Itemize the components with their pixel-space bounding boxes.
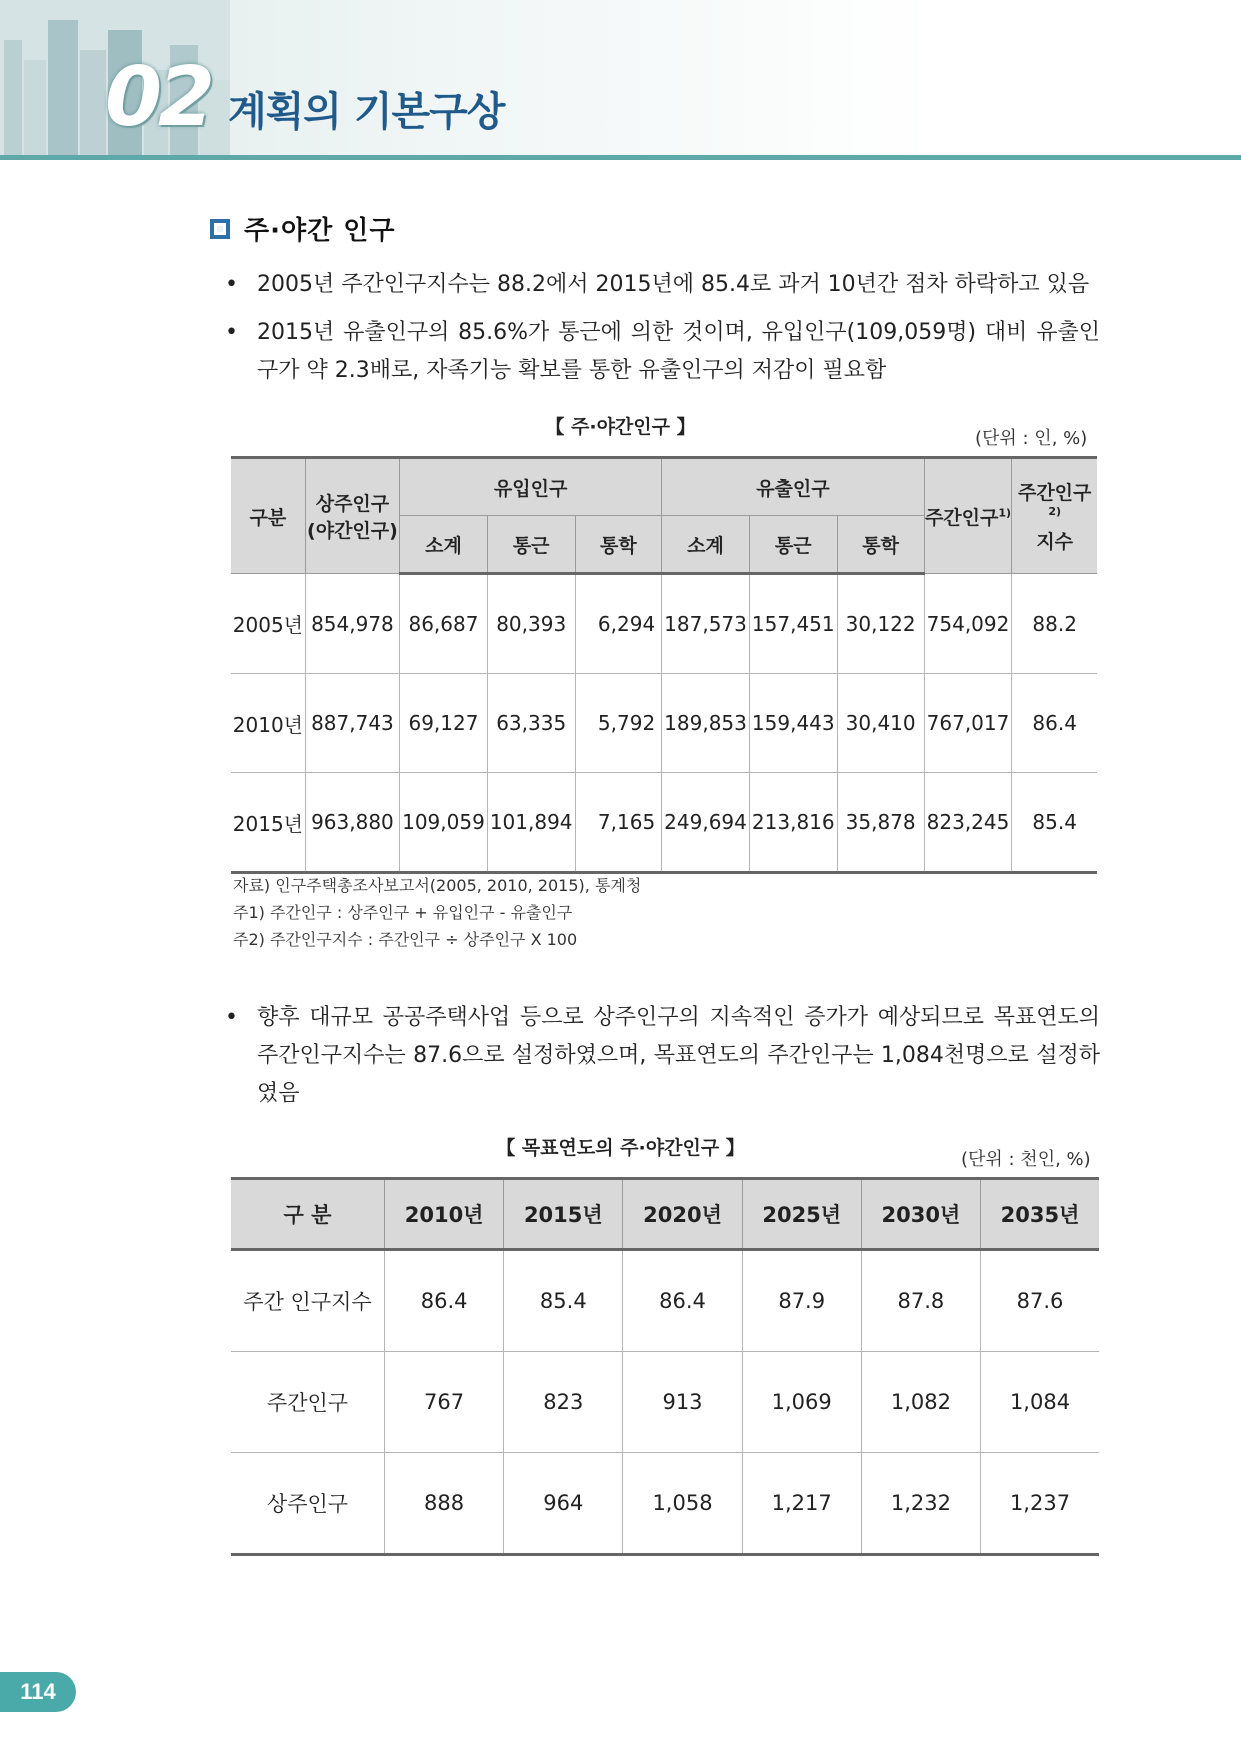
table-cell: 767,017 — [924, 674, 1012, 773]
table1-notes — [233, 872, 641, 953]
table-cell: 87.8 — [861, 1250, 980, 1352]
footnote-2: 주2) 주간인구지수 : 주간인구 ÷ 상주인구 X 100 — [233, 930, 578, 949]
table-cell: 6,294 — [575, 574, 662, 674]
header-outflow-school: 통학 — [837, 516, 924, 574]
table-header: 2020년 — [623, 1179, 742, 1250]
header-resident — [305, 458, 399, 574]
table-cell: 87.6 — [981, 1250, 1099, 1352]
table-cell: 86.4 — [1012, 674, 1097, 773]
footnote-1: 주1) 주간인구 : 상주인구 + 유입인구 - 유출인구 — [233, 903, 573, 922]
table-cell: 30,122 — [837, 574, 924, 674]
chapter-banner — [0, 0, 1241, 160]
table-cell: 823 — [504, 1352, 623, 1453]
table-header: 2025년 — [742, 1179, 861, 1250]
source-note: 자료) 인구주택총조사보고서(2005, 2010, 2015), 통계청 — [233, 876, 642, 895]
header-outflow-subtotal: 소계 — [662, 516, 750, 574]
table-cell: 7,165 — [575, 773, 662, 873]
header-daytime-label: 주간인구 — [924, 506, 999, 529]
table-cell: 159,443 — [749, 674, 837, 773]
header-inflow-subtotal: 소계 — [400, 516, 488, 574]
header-inflow: 유입인구 — [400, 458, 662, 516]
table-cell: 2005년 — [231, 574, 305, 674]
table-cell: 101,894 — [487, 773, 575, 873]
table-cell: 1,232 — [861, 1453, 980, 1555]
table-row — [231, 1352, 1099, 1453]
square-bullet-icon — [210, 219, 230, 239]
table-cell: 109,059 — [400, 773, 488, 873]
table1-unit: (단위 : 인, %) — [975, 428, 1088, 449]
table-cell: 249,694 — [662, 773, 750, 873]
bullet-text: 향후 대규모 공공주택사업 등으로 상주인구의 지속적인 증가가 예상되므로 목표연도의 주간인구지수는 87.6으로 설정하였으며, 목표연도의 주간인구는 1,084천명으로 설정하였음 — [257, 1005, 1100, 1106]
header-resident-line2: (야간인구) — [307, 520, 398, 542]
bullet-dot-icon: • — [225, 320, 238, 345]
table-cell: 1,069 — [742, 1352, 861, 1453]
chapter-title: 계획의 기본구상 — [228, 89, 505, 135]
table-cell: 주간인구 — [231, 1352, 385, 1453]
header-outflow: 유출인구 — [662, 458, 924, 516]
table2-unit: (단위 : 천인, %) — [961, 1149, 1091, 1170]
bullet-item — [225, 999, 1100, 1113]
table-row — [231, 1453, 1099, 1555]
table-header: 2010년 — [385, 1179, 504, 1250]
table-cell: 주간 인구지수 — [231, 1250, 385, 1352]
chapter-number: 02 — [105, 50, 212, 145]
table2-caption: 【 목표연도의 주·야간인구 】 — [496, 1137, 745, 1159]
header-inflow-commute: 통근 — [487, 516, 575, 574]
table-row — [231, 674, 1097, 773]
table-cell: 85.4 — [1012, 773, 1097, 873]
bullet-dot-icon: • — [225, 272, 238, 297]
table-header: 구 분 — [231, 1179, 385, 1250]
table-cell: 상주인구 — [231, 1453, 385, 1555]
table-cell: 767 — [385, 1352, 504, 1453]
header-outflow-commute: 통근 — [749, 516, 837, 574]
table-cell: 1,082 — [861, 1352, 980, 1453]
table-cell: 157,451 — [749, 574, 837, 674]
table-cell: 35,878 — [837, 773, 924, 873]
table-cell: 86.4 — [385, 1250, 504, 1352]
bullet-dot-icon: • — [225, 1005, 238, 1030]
banner-divider — [0, 155, 1241, 160]
section-heading — [210, 210, 396, 247]
bullet-item — [225, 314, 1100, 390]
table-cell: 88.2 — [1012, 574, 1097, 674]
table-row — [231, 574, 1097, 674]
table-cell: 86.4 — [623, 1250, 742, 1352]
table-cell: 1,217 — [742, 1453, 861, 1555]
table-cell: 187,573 — [662, 574, 750, 674]
table-cell: 854,978 — [305, 574, 399, 674]
header-resident-line1: 상주인구 — [315, 493, 390, 515]
table-cell: 1,084 — [981, 1352, 1099, 1453]
bullet-text: 2005년 주간인구지수는 88.2에서 2015년에 85.4로 과거 10년간 점차 하락하고 있음 — [257, 272, 1090, 297]
table-cell: 69,127 — [400, 674, 488, 773]
header-index-line1: 주간인구 — [1017, 481, 1092, 504]
table-header: 2030년 — [861, 1179, 980, 1250]
table-cell: 80,393 — [487, 574, 575, 674]
day-night-population-table — [231, 456, 1097, 874]
table-cell: 1,058 — [623, 1453, 742, 1555]
table-cell: 2015년 — [231, 773, 305, 873]
bullet-item — [225, 266, 1100, 304]
table-row — [231, 1250, 1099, 1352]
table-cell: 5,792 — [575, 674, 662, 773]
footnote-marker: 2) — [1048, 504, 1062, 518]
header-index — [1012, 458, 1097, 574]
table-cell: 963,880 — [305, 773, 399, 873]
section-title: 주·야간 인구 — [244, 216, 396, 246]
footnote-marker: 1) — [998, 506, 1012, 520]
table-cell: 63,335 — [487, 674, 575, 773]
table-cell: 823,245 — [924, 773, 1012, 873]
table-cell: 913 — [623, 1352, 742, 1453]
table-cell: 754,092 — [924, 574, 1012, 674]
table-cell: 213,816 — [749, 773, 837, 873]
header-gubun: 구분 — [231, 458, 305, 574]
target-year-population-table — [231, 1177, 1099, 1556]
table-row — [231, 773, 1097, 873]
table-cell: 85.4 — [504, 1250, 623, 1352]
table-cell: 2010년 — [231, 674, 305, 773]
table-header: 2015년 — [504, 1179, 623, 1250]
table-header: 2035년 — [981, 1179, 1099, 1250]
table-cell: 888 — [385, 1453, 504, 1555]
table-cell: 189,853 — [662, 674, 750, 773]
table-cell: 887,743 — [305, 674, 399, 773]
table-cell: 1,237 — [981, 1453, 1099, 1555]
page-number: 114 — [0, 1672, 76, 1712]
table-cell: 87.9 — [742, 1250, 861, 1352]
table-cell: 86,687 — [400, 574, 488, 674]
header-index-line2: 지수 — [1036, 531, 1074, 554]
header-daytime — [924, 458, 1012, 574]
table-cell: 30,410 — [837, 674, 924, 773]
table-cell: 964 — [504, 1453, 623, 1555]
table1-caption: 【 주·야간인구 】 — [545, 416, 696, 438]
header-inflow-school: 통학 — [575, 516, 662, 574]
bullet-text: 2015년 유출인구의 85.6%가 통근에 의한 것이며, 유입인구(109,059명) 대비 유출인구가 약 2.3배로, 자족기능 확보를 통한 유출인구의 저감이 필요함 — [257, 320, 1100, 383]
